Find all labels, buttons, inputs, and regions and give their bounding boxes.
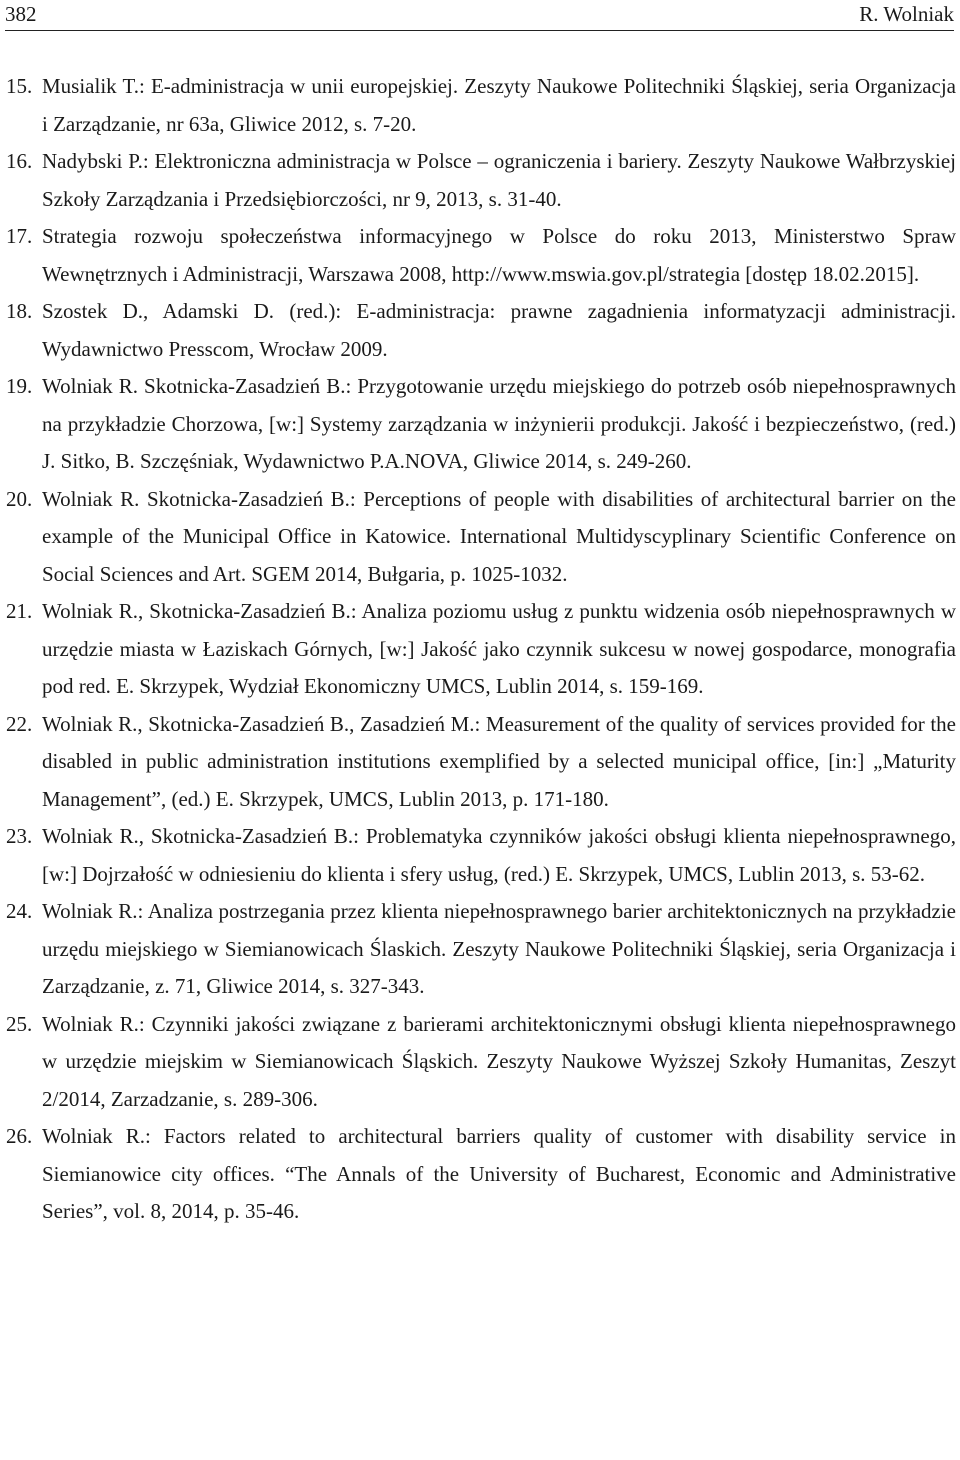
- reference-item: [6, 1118, 956, 1231]
- reference-item: [6, 218, 956, 293]
- reference-text: Strategia rozwoju społeczeństwa informacyjnego w Polsce do roku 2013, Ministerstwo Spraw Wewnętrznych i Administracji, Warszawa 2008, http://www.mswia.gov.pl/strategia [dostęp 18.02.2015].: [42, 224, 956, 286]
- page-number: 382: [5, 2, 37, 26]
- reference-item: [6, 1006, 956, 1119]
- reference-text: Wolniak R., Skotnicka-Zasadzień B.: Analiza poziomu usług z punktu widzenia osób niepełnosprawnych w urzędzie miasta w Łaziskach Górnych, [w:] Jakość jako czynnik sukcesu w nowej gospodarce, monografia pod red. E. Skrzypek, Wydział Ekonomiczny UMCS, Lublin 2014, s. 159-169.: [42, 599, 956, 698]
- reference-item: [6, 293, 956, 368]
- reference-list: [6, 68, 956, 1231]
- reference-text: Wolniak R., Skotnicka-Zasadzień B., Zasadzień M.: Measurement of the quality of services provided for the disabled in public administration institutions exemplified by a selected municipal office, [in:] „Maturity Management”, (ed.) E. Skrzypek, UMCS, Lublin 2013, p. 171-180.: [42, 711, 956, 811]
- reference-number: 24.: [6, 899, 33, 923]
- reference-text: Nadybski P.: Elektroniczna administracja w Polsce – ograniczenia i bariery. Zeszyty Naukowe Wałbrzyskiej Szkoły Zarządzania i Przedsiębiorczości, nr 9, 2013, s. 31-40.: [42, 149, 956, 211]
- reference-number: 16.: [6, 149, 33, 173]
- reference-number: 22.: [6, 711, 33, 736]
- reference-text: Wolniak R. Skotnicka-Zasadzień B.: Przygotowanie urzędu miejskiego do potrzeb osób niepełnosprawnych na przykładzie Chorzowa, [w:] Systemy zarządzania w inżynierii produkcji. Jakość i bezpieczeństwo, (red.) J. Sitko, B. Szczęśniak, Wydawnictwo P.A.NOVA, Gliwice 2014, s. 249-260.: [42, 374, 956, 473]
- reference-text: Wolniak R.: Factors related to architectural barriers quality of customer with disability service in Siemianowice city offices. “The Annals of the University of Bucharest, Economic and Administrative Series”, vol. 8, 2014, p. 35-46.: [42, 1124, 956, 1223]
- reference-number: 21.: [6, 599, 33, 623]
- reference-number: 17.: [6, 224, 33, 248]
- reference-number: 26.: [6, 1124, 33, 1148]
- running-header: [5, 0, 954, 31]
- reference-item: [6, 68, 956, 143]
- reference-number: 15.: [6, 74, 33, 98]
- reference-text: Musialik T.: E-administracja w unii europejskiej. Zeszyty Naukowe Politechniki Śląskiej, seria Organizacja i Zarządzanie, nr 63a, Gliwice 2012, s. 7-20.: [42, 74, 956, 136]
- reference-number: 19.: [6, 374, 33, 398]
- reference-number: 18.: [6, 299, 33, 323]
- reference-number: 23.: [6, 824, 33, 848]
- reference-item: [6, 143, 956, 218]
- reference-item: [6, 481, 956, 594]
- reference-number: 20.: [6, 486, 33, 511]
- reference-text: Wolniak R., Skotnicka-Zasadzień B.: Problematyka czynników jakości obsługi klienta niepełnosprawnego, [w:] Dojrzałość w odniesieniu do klienta i sfery usług, (red.) E. Skrzypek, UMCS, Lublin 2013, s. 53-62.: [42, 824, 956, 886]
- reference-item: [6, 818, 956, 893]
- reference-item: [6, 368, 956, 481]
- reference-item: [6, 593, 956, 706]
- reference-text: Szostek D., Adamski D. (red.): E-administracja: prawne zagadnienia informatyzacji administracji. Wydawnictwo Presscom, Wrocław 2009.: [42, 299, 956, 361]
- reference-item: [6, 706, 956, 819]
- header-author: R. Wolniak: [859, 2, 954, 26]
- reference-item: [6, 893, 956, 1006]
- reference-number: 25.: [6, 1011, 33, 1036]
- reference-text: Wolniak R.: Czynniki jakości związane z barierami architektonicznymi obsługi klienta niepełnosprawnego w urzędzie miejskim w Siemianowicach Śląskich. Zeszyty Naukowe Wyższej Szkoły Humanitas, Zeszyt 2/2014, Zarzadzanie, s. 289-306.: [42, 1011, 956, 1111]
- reference-text: Wolniak R.: Analiza postrzegania przez klienta niepełnosprawnego barier architektonicznych na przykładzie urzędu miejskiego w Siemianowicach Ślaskich. Zeszyty Naukowe Politechniki Śląskiej, seria Organizacja i Zarządzanie, z. 71, Gliwice 2014, s. 327-343.: [42, 899, 956, 998]
- reference-text: Wolniak R. Skotnicka-Zasadzień B.: Perceptions of people with disabilities of architectural barrier on the example of the Municipal Office in Katowice. International Multidyscyplinary Scientific Conference on Social Sciences and Art. SGEM 2014, Bułgaria, p. 1025-1032.: [42, 486, 956, 586]
